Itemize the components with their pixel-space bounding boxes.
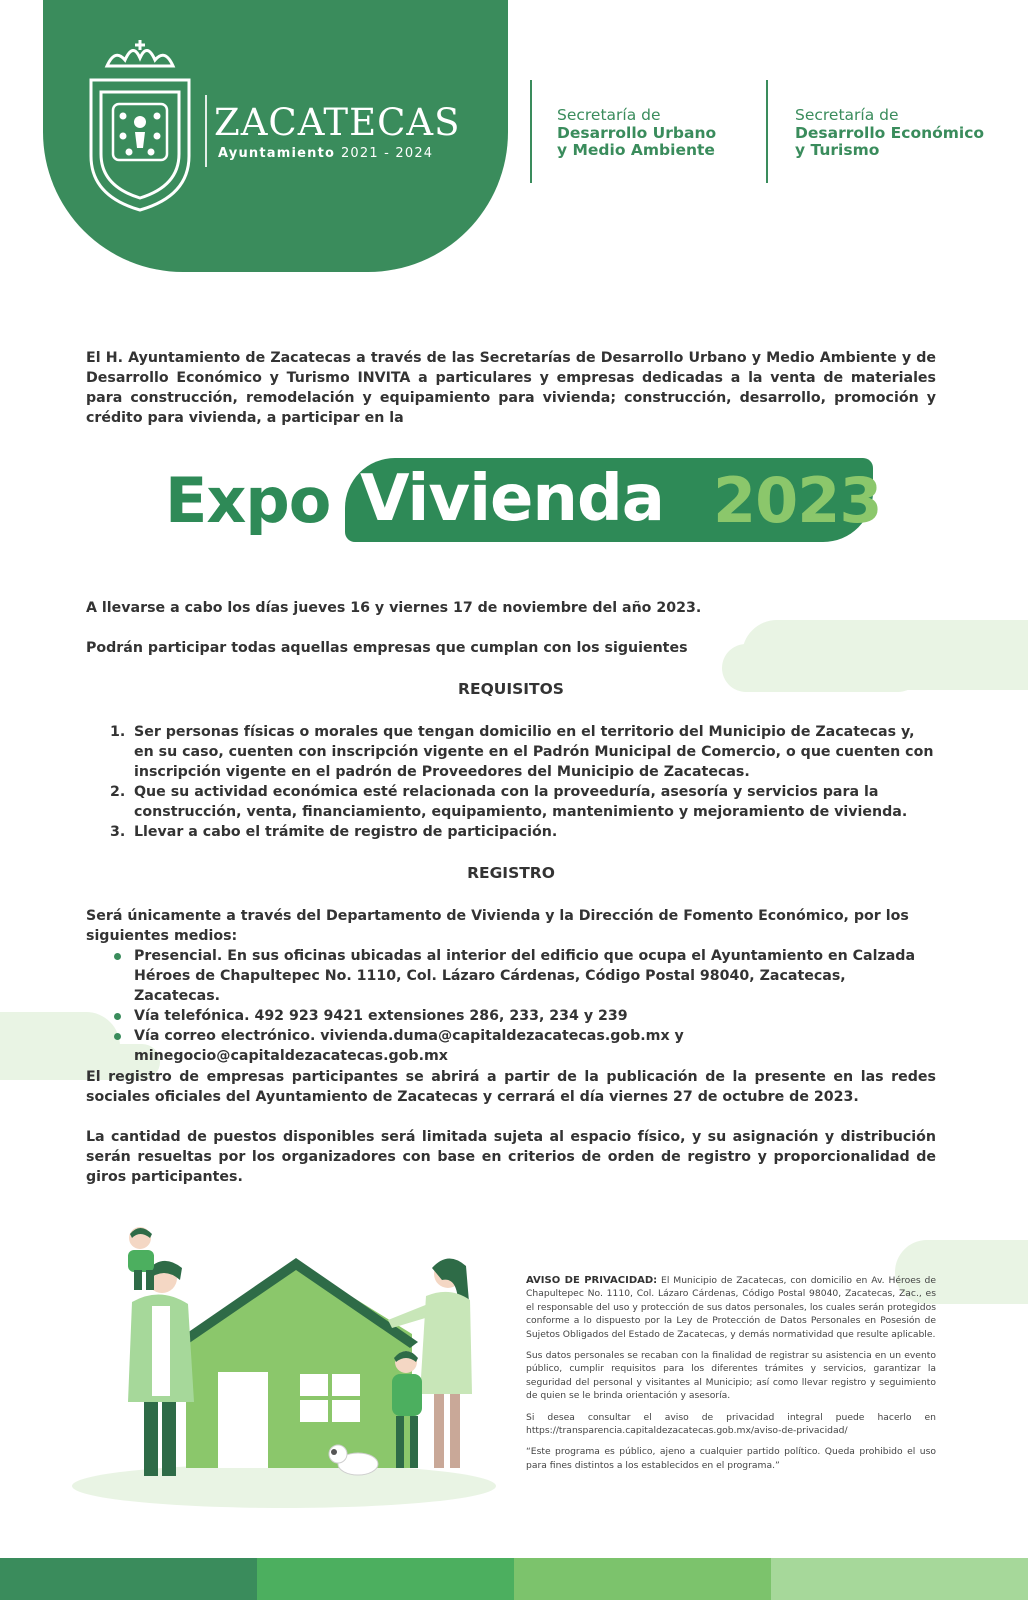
registro-intro: Será únicamente a través del Departamento de Vivienda y la Dirección de Fomento Económico, por los siguientes medios: bbox=[86, 908, 909, 944]
secretaria-economico bbox=[795, 107, 984, 160]
list-item bbox=[110, 946, 936, 1006]
bullet-dot bbox=[114, 1033, 121, 1040]
event-title bbox=[165, 456, 905, 556]
brand-name: ZACATECAS bbox=[214, 101, 461, 144]
dates-text: A llevarse a cabo los días jueves 16 y viernes 17 de noviembre del año 2023. bbox=[86, 600, 702, 616]
crest-icon bbox=[85, 36, 195, 212]
item-number: 2. bbox=[110, 784, 126, 800]
list-item bbox=[110, 1006, 936, 1026]
secretaria-2-line3: y Turismo bbox=[795, 141, 880, 159]
title-year: 2023 bbox=[713, 464, 882, 537]
item-text: Presencial. En sus oficinas ubicadas al interior del edificio que ocupa el Ayuntamiento en Calzada Héroes de Chapultepec No. 1110, Col. Lázaro Cárdenas, Código Postal 98040, Zacatecas, Zacatecas. bbox=[134, 948, 916, 1004]
item-text: Que su actividad económica esté relacionada con la proveeduría, asesoría y servicios para la construcción, venta, financiamiento, equipamiento, mantenimiento y mejoramiento de vivienda. bbox=[134, 784, 908, 820]
title-word-expo: Expo bbox=[165, 464, 331, 537]
requisitos-title: REQUISITOS bbox=[458, 680, 564, 698]
participants-text: Podrán participar todas aquellas empresas que cumplan con los siguientes bbox=[86, 640, 688, 656]
spaces-note: La cantidad de puestos disponibles será limitada sujeta al espacio físico, y su asignación y distribución serán resueltas por los organizadores con base en criterios de orden de registro y proporcionalidad de giros participantes. bbox=[86, 1129, 936, 1185]
footer-segment bbox=[771, 1558, 1028, 1600]
privacy-p1 bbox=[526, 1274, 936, 1341]
family-house-illustration-icon bbox=[66, 1224, 502, 1514]
footer-segment bbox=[257, 1558, 514, 1600]
brand-years: 2021 - 2024 bbox=[340, 146, 434, 161]
bullet-dot bbox=[114, 953, 121, 960]
list-item bbox=[110, 1026, 936, 1066]
title-word-vivienda: Vivienda bbox=[360, 462, 664, 536]
secretaria-1-line1: Secretaría de bbox=[557, 106, 661, 124]
list-item bbox=[110, 722, 936, 782]
footer-segment bbox=[0, 1558, 257, 1600]
registro-list bbox=[110, 946, 936, 1066]
list-item bbox=[110, 782, 936, 822]
requisitos-list bbox=[110, 722, 936, 842]
item-text: Vía correo electrónico. vivienda.duma@capitaldezacatecas.gob.mx y minegocio@capitaldezacatecas.gob.mx bbox=[134, 1028, 684, 1064]
secretaria-urbano bbox=[557, 107, 716, 160]
secretaria-2-line1: Secretaría de bbox=[795, 106, 899, 124]
secretaria-2-line2: Desarrollo Económico bbox=[795, 123, 985, 142]
bullet-dot bbox=[114, 1013, 121, 1020]
footer-segment bbox=[514, 1558, 771, 1600]
privacy-title: AVISO DE PRIVACIDAD: bbox=[526, 1275, 658, 1286]
list-item bbox=[110, 822, 936, 842]
brand-subtitle bbox=[218, 147, 433, 160]
privacy-notice bbox=[526, 1274, 936, 1480]
item-number: 3. bbox=[110, 824, 126, 840]
item-number: 1. bbox=[110, 724, 126, 740]
item-text: Vía telefónica. 492 923 9421 extensiones 286, 233, 234 y 239 bbox=[134, 1008, 628, 1024]
secretaria-1-line3: y Medio Ambiente bbox=[557, 141, 715, 159]
item-text: Llevar a cabo el trámite de registro de participación. bbox=[134, 824, 558, 840]
privacy-link-text: Si desea consultar el aviso de privacidad integral puede hacerlo en https://transparencia.capitaldezacatecas.gob.mx/aviso-de-privacidad/ bbox=[526, 1411, 936, 1437]
privacy-disclaimer: “Este programa es público, ajeno a cualquier partido político. Queda prohibido el uso para fines distintos a los establecidos en el programa.” bbox=[526, 1446, 936, 1471]
brand-divider bbox=[205, 95, 207, 167]
intro-paragraph: El H. Ayuntamiento de Zacatecas a través de las Secretarías de Desarrollo Urbano y Medio Ambiente y de Desarrollo Económico y Turismo INVITA a particulares y empresas dedicadas a la venta de materiales para construcción, remodelación y equipamiento para vivienda; construcción, desarrollo, promoción y crédito para vivienda, a participar en la bbox=[86, 350, 936, 426]
secretaria-divider-2 bbox=[766, 80, 768, 183]
registro-title: REGISTRO bbox=[467, 864, 555, 882]
item-text: Ser personas físicas o morales que tengan domicilio en el territorio del Municipio de Zacatecas y, en su caso, cuenten con inscripción vigente en el Padrón Municipal de Comercio, o que cuenten con inscripción vigente en el padrón de Proveedores del Municipio de Zacatecas. bbox=[134, 724, 934, 780]
privacy-p2: Sus datos personales se recaban con la finalidad de registrar su asistencia en un evento público, cumplir requisitos para los diferentes trámites y servicios, garantizar la seguridad del personal y visitantes al Municipio; así como llevar registro y seguimiento de quien se le brinda orientación y asesoría. bbox=[526, 1350, 936, 1402]
secretaria-divider-1 bbox=[530, 80, 532, 183]
secretaria-1-line2: Desarrollo Urbano bbox=[557, 123, 717, 142]
brand-sub-prefix: Ayuntamiento bbox=[218, 146, 336, 161]
registration-period: El registro de empresas participantes se abrirá a partir de la publicación de la presente en las redes sociales oficiales del Ayuntamiento de Zacatecas y cerrará el día viernes 27 de octubre de 2023. bbox=[86, 1069, 936, 1105]
footer-bar bbox=[0, 1558, 1028, 1600]
privacy-text-1: El Municipio de Zacatecas, con domicilio en Av. Héroes de Chapultepec No. 1110, Col. Lázaro Cárdenas, Código Postal 98040, Zacatecas, Zac., es el responsable del uso y protección de sus datos personales, los cuales serán protegidos conforme a lo dispuesto por la Ley de Protección de Datos Personales en Posesión de Sujetos Obligados del Estado de Zacatecas, y demás normatividad que resulte aplicable. bbox=[526, 1275, 937, 1340]
